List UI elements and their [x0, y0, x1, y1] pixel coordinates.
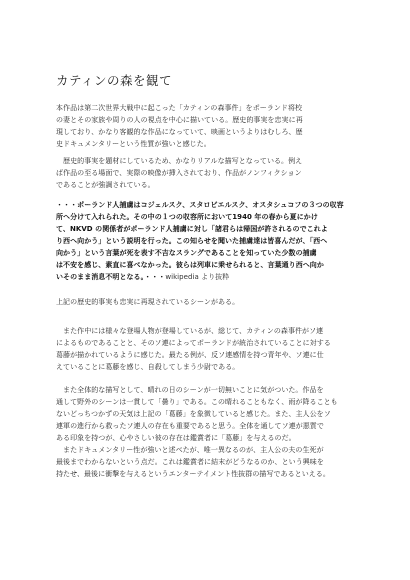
quote-line: ・・・ポーランド人捕虜はコジェルスク、スタロビエルスク、オスタシュコフの３つの収容 [56, 201, 344, 209]
text-line: 連軍の進行から救ったソ連人の存在も重要であると思う。全体を通してソ連が悪質で [56, 422, 324, 430]
text-line: ば作品の至る場面で、実際の映像が挿入されており、作品がノンフィクション [56, 169, 302, 177]
quote-line-text: いそのまま消息不明となる。・・・ [56, 273, 166, 281]
text-line: 持たせ、最後に衝撃を与えるというエンターテイメント性抜群の描写であるといえる。 [56, 470, 330, 478]
quoted-excerpt [56, 199, 352, 283]
quote-line: り西へ向かう」という説明を行った。この知らせを聞いた捕虜達は皆喜んだが、「西へ [56, 237, 328, 245]
quote-line: は不安を感じ、素直に喜べなかった。彼らは列車に乗せられると、言葉通り西へ向か [56, 261, 324, 269]
quote-line [56, 271, 352, 283]
text-line: 通して野外のシーンは一貫して「曇り」である。この晴れることもなく、雨が降ることも [56, 398, 338, 406]
text-line: によるものであることと、そのソ連によってポーランドが統治されていることに対する [56, 339, 331, 347]
text-line: 史ドキュメンタリーという性質が強いと感じた。 [56, 140, 211, 148]
body-paragraph [56, 102, 352, 150]
text-line: またドキュメンタリー性が強いと述べたが、唯一異なるのが、主人公の夫の生死が [56, 446, 324, 454]
text-line: 最後までわからないという点だ。これは鑑賞者に結末がどうなるのか、という興味を [56, 458, 324, 466]
body-paragraph [56, 296, 352, 308]
text-line: ある印象を持つが、心やさしい彼の存在は鑑賞者に「葛藤」を与えるのだ。 [56, 434, 296, 442]
text-line: 葛藤が描かれているように感じた。最たる例が、反ソ連感情を持つ青年や、ソ連に仕 [56, 351, 324, 359]
quote-line: 所へ分けて入れられた。その中の１つの収容所において1940 年の春から夏にかけ [56, 213, 318, 221]
quote-line: 向かう」という言葉が死を表す不吉なスラングであることを知っていた少数の捕虜 [56, 249, 317, 257]
body-paragraph [56, 155, 352, 191]
text-line: 本作品は第二次世界大戦中に起こった「カティンの森事件」をポーランド将校 [56, 104, 303, 112]
text-line: ないどっちつかずの天気は上記の「葛藤」を象徴していると感じた。また、主人公をソ [56, 410, 331, 418]
text-line: 上記の歴史的事実も忠実に再現されているシーンがある。 [56, 298, 240, 306]
text-line: 歴史的事実を題材にしているため、かなりリアルな描写となっている。例え [56, 157, 303, 165]
quote-line: て、NKVD の関係者がポーランド人捕虜に対し「諸君らは帰国が許されるのでこれよ [56, 225, 328, 233]
body-paragraph [56, 444, 352, 480]
quote-source: wikipedia より抜粋 [165, 273, 230, 281]
document-title: カティンの森を観て [56, 73, 173, 88]
text-line: であることが強調されている。 [56, 181, 155, 189]
text-line: えていることに葛藤を感じ、自殺してしまう少尉である。 [56, 363, 240, 371]
body-paragraph [56, 325, 352, 373]
body-paragraph [56, 384, 352, 444]
text-line: の妻とその家族や周りの人の視点を中心に描いている。歴史的事実を忠実に再 [56, 116, 303, 124]
text-line: また作中には様々な登場人物が登場しているが、総じて、カティンの森事件がソ連 [56, 327, 324, 335]
text-line: 現しており、かなり客観的な作品になっていて、映画というよりはむしろ、歴 [56, 128, 303, 136]
text-line: また全体的な描写として、晴れの日のシーンが一切無いことに気がついた。作品を [56, 386, 324, 394]
